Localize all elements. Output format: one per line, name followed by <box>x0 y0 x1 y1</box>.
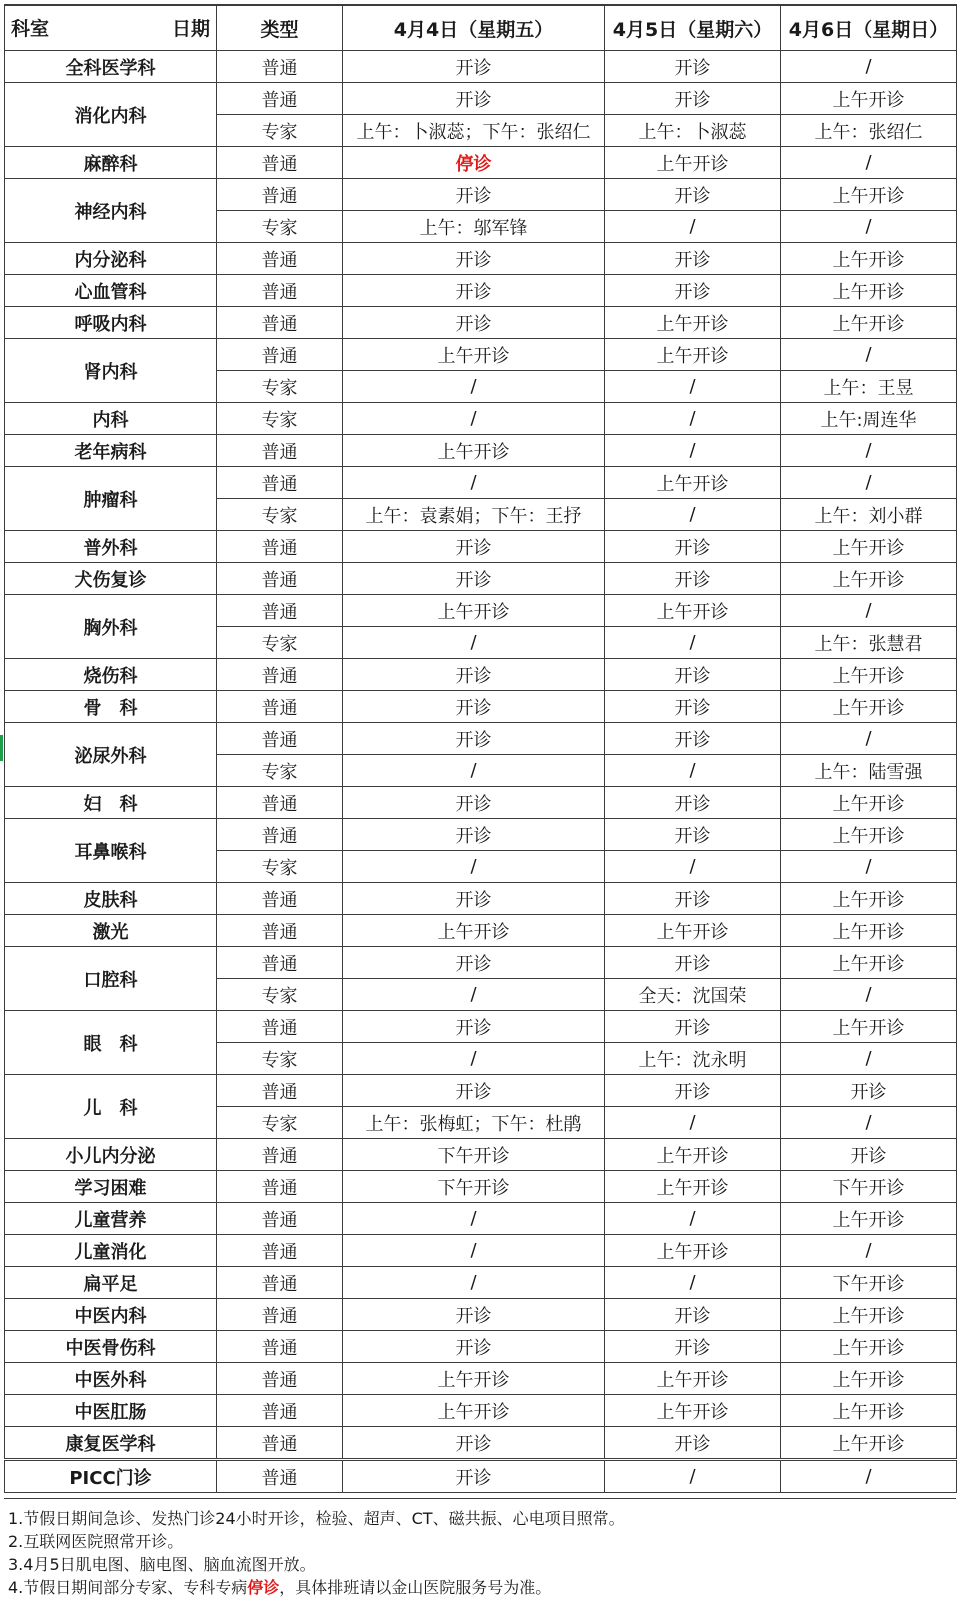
day2-header: 4月5日（星期六） <box>605 5 781 51</box>
day1-cell: 停诊 <box>343 147 605 179</box>
day1-cell: / <box>343 755 605 787</box>
dept-cell: 中医外科 <box>5 1363 217 1395</box>
type-cell: 专家 <box>217 211 343 243</box>
day3-cell: 上午：陆雪强 <box>781 755 957 787</box>
table-row <box>5 275 957 307</box>
day3-cell: / <box>781 1460 957 1493</box>
day1-cell: / <box>343 851 605 883</box>
day1-cell: 上午开诊 <box>343 339 605 371</box>
dept-cell: 儿童消化 <box>5 1235 217 1267</box>
type-cell: 普通 <box>217 435 343 467</box>
day3-cell: 上午开诊 <box>781 787 957 819</box>
type-cell: 普通 <box>217 883 343 915</box>
table-row <box>5 915 957 947</box>
day3-cell: 上午开诊 <box>781 83 957 115</box>
dept-cell: 康复医学科 <box>5 1427 217 1460</box>
table-row <box>5 1171 957 1203</box>
day3-cell: 上午开诊 <box>781 307 957 339</box>
day1-cell: / <box>343 979 605 1011</box>
day3-cell: 开诊 <box>781 1075 957 1107</box>
note-4-suffix: ，具体排班请以金山医院服务号为准。 <box>279 1578 552 1597</box>
day1-cell: 开诊 <box>343 1299 605 1331</box>
table-row <box>5 243 957 275</box>
dept-cell: 肾内科 <box>5 339 217 403</box>
dept-cell: 小儿内分泌 <box>5 1139 217 1171</box>
type-cell: 普通 <box>217 1235 343 1267</box>
dept-cell: 泌尿外科 <box>5 723 217 787</box>
type-cell: 普通 <box>217 51 343 83</box>
table-row <box>5 1139 957 1171</box>
table-row <box>5 659 957 691</box>
dept-cell: 呼吸内科 <box>5 307 217 339</box>
type-cell: 普通 <box>217 659 343 691</box>
type-cell: 普通 <box>217 1331 343 1363</box>
table-row <box>5 435 957 467</box>
type-cell: 普通 <box>217 915 343 947</box>
table-row <box>5 947 957 979</box>
day3-cell: / <box>781 435 957 467</box>
day1-cell: 开诊 <box>343 179 605 211</box>
type-cell: 普通 <box>217 819 343 851</box>
day2-cell: 开诊 <box>605 1011 781 1043</box>
day3-cell: 上午开诊 <box>781 179 957 211</box>
day2-cell: 上午开诊 <box>605 915 781 947</box>
type-cell: 普通 <box>217 275 343 307</box>
type-cell: 专家 <box>217 499 343 531</box>
day2-cell: 上午开诊 <box>605 1139 781 1171</box>
type-header: 类型 <box>217 5 343 51</box>
table-row <box>5 723 957 755</box>
day1-cell: 开诊 <box>343 723 605 755</box>
type-cell: 专家 <box>217 403 343 435</box>
day3-cell: / <box>781 147 957 179</box>
table-row <box>5 691 957 723</box>
day1-cell: 下午开诊 <box>343 1171 605 1203</box>
dept-cell: 中医内科 <box>5 1299 217 1331</box>
day2-cell: 上午开诊 <box>605 595 781 627</box>
dept-cell: 心血管科 <box>5 275 217 307</box>
dept-cell: 儿童营养 <box>5 1203 217 1235</box>
day1-cell: 上午开诊 <box>343 595 605 627</box>
day3-cell: / <box>781 851 957 883</box>
day1-cell: 上午：邬军锋 <box>343 211 605 243</box>
table-row <box>5 1235 957 1267</box>
day3-cell: 上午开诊 <box>781 531 957 563</box>
table-row <box>5 147 957 179</box>
day1-cell: / <box>343 467 605 499</box>
note-3: 3.4月5日肌电图、脑电图、脑血流图开放。 <box>8 1555 316 1574</box>
dept-cell: PICC门诊 <box>5 1460 217 1493</box>
type-cell: 普通 <box>217 1363 343 1395</box>
dept-cell: 胸外科 <box>5 595 217 659</box>
note-4-prefix: 4.节假日期间部分专家、专科专病 <box>8 1578 248 1597</box>
day1-cell: 开诊 <box>343 243 605 275</box>
day2-cell: 开诊 <box>605 275 781 307</box>
dept-cell: 皮肤科 <box>5 883 217 915</box>
day1-cell: 开诊 <box>343 1331 605 1363</box>
type-cell: 普通 <box>217 1395 343 1427</box>
day3-cell: 上午开诊 <box>781 563 957 595</box>
day1-cell: / <box>343 627 605 659</box>
table-row <box>5 563 957 595</box>
day3-cell: 上午:周连华 <box>781 403 957 435</box>
schedule-table <box>4 4 957 1493</box>
type-cell: 专家 <box>217 1043 343 1075</box>
date-header-label: 日期 <box>171 18 210 40</box>
dept-date-header-cell <box>5 5 217 51</box>
dept-cell: 学习困难 <box>5 1171 217 1203</box>
type-cell: 普通 <box>217 1299 343 1331</box>
day3-cell: 上午开诊 <box>781 691 957 723</box>
schedule-sheet <box>4 4 956 1493</box>
day1-cell: / <box>343 403 605 435</box>
day1-header: 4月4日（星期五） <box>343 5 605 51</box>
table-row <box>5 1203 957 1235</box>
note-1: 1.节假日期间急诊、发热门诊24小时开诊，检验、超声、CT、磁共振、心电项目照常。 <box>8 1509 625 1528</box>
day2-cell: 开诊 <box>605 531 781 563</box>
day3-cell: 上午开诊 <box>781 947 957 979</box>
day3-cell: 上午开诊 <box>781 659 957 691</box>
day3-cell: / <box>781 1107 957 1139</box>
table-row <box>5 339 957 371</box>
day1-cell: / <box>343 1235 605 1267</box>
day1-cell: 开诊 <box>343 883 605 915</box>
day3-cell: / <box>781 595 957 627</box>
day2-cell: 开诊 <box>605 179 781 211</box>
day2-cell: 开诊 <box>605 563 781 595</box>
green-edge-marker <box>0 735 3 761</box>
dept-cell: 麻醉科 <box>5 147 217 179</box>
day2-cell: 上午开诊 <box>605 147 781 179</box>
day1-cell: 开诊 <box>343 1427 605 1460</box>
day2-cell: 开诊 <box>605 723 781 755</box>
day3-cell: 下午开诊 <box>781 1267 957 1299</box>
day1-cell: 开诊 <box>343 787 605 819</box>
table-row <box>5 1395 957 1427</box>
table-row <box>5 595 957 627</box>
dept-cell: 中医骨伤科 <box>5 1331 217 1363</box>
day3-cell: 上午开诊 <box>781 1427 957 1460</box>
day1-cell: 上午：袁素娟；下午：王抒 <box>343 499 605 531</box>
dept-cell: 肿瘤科 <box>5 467 217 531</box>
schedule-body <box>5 51 957 1493</box>
day2-cell: / <box>605 1203 781 1235</box>
table-row <box>5 179 957 211</box>
day1-cell: / <box>343 1203 605 1235</box>
day3-cell: 上午开诊 <box>781 275 957 307</box>
type-cell: 普通 <box>217 307 343 339</box>
day1-cell: 开诊 <box>343 275 605 307</box>
day2-cell: 上午开诊 <box>605 1235 781 1267</box>
day2-cell: 上午开诊 <box>605 467 781 499</box>
table-row <box>5 1299 957 1331</box>
day2-cell: 开诊 <box>605 947 781 979</box>
dept-cell: 消化内科 <box>5 83 217 147</box>
day2-cell: 上午开诊 <box>605 1171 781 1203</box>
dept-cell: 内分泌科 <box>5 243 217 275</box>
table-row <box>5 1267 957 1299</box>
day1-cell: 开诊 <box>343 83 605 115</box>
type-cell: 普通 <box>217 243 343 275</box>
day2-cell: 开诊 <box>605 51 781 83</box>
type-cell: 专家 <box>217 371 343 403</box>
day3-cell: / <box>781 1235 957 1267</box>
day1-cell: 开诊 <box>343 51 605 83</box>
table-row <box>5 51 957 83</box>
day3-cell: 开诊 <box>781 1139 957 1171</box>
dept-cell: 犬伤复诊 <box>5 563 217 595</box>
day2-cell: 上午：沈永明 <box>605 1043 781 1075</box>
table-row <box>5 467 957 499</box>
dept-cell: 扁平足 <box>5 1267 217 1299</box>
type-cell: 普通 <box>217 1075 343 1107</box>
type-cell: 普通 <box>217 147 343 179</box>
day1-cell: 开诊 <box>343 659 605 691</box>
dept-cell: 烧伤科 <box>5 659 217 691</box>
day3-cell: / <box>781 211 957 243</box>
dept-cell: 老年病科 <box>5 435 217 467</box>
day3-cell: / <box>781 1043 957 1075</box>
day3-cell: 上午开诊 <box>781 1395 957 1427</box>
type-cell: 普通 <box>217 531 343 563</box>
day2-cell: 开诊 <box>605 691 781 723</box>
day1-cell: / <box>343 1267 605 1299</box>
dept-cell: 激光 <box>5 915 217 947</box>
day1-cell: 上午开诊 <box>343 1363 605 1395</box>
day2-cell: / <box>605 403 781 435</box>
day1-cell: 上午开诊 <box>343 1395 605 1427</box>
day2-cell: / <box>605 755 781 787</box>
table-row <box>5 787 957 819</box>
day3-cell: 上午：王昱 <box>781 371 957 403</box>
day1-cell: 上午开诊 <box>343 435 605 467</box>
day2-cell: 开诊 <box>605 1427 781 1460</box>
day3-cell: 上午开诊 <box>781 1331 957 1363</box>
day3-cell: 上午：张慧君 <box>781 627 957 659</box>
type-cell: 普通 <box>217 947 343 979</box>
day2-cell: 开诊 <box>605 659 781 691</box>
type-cell: 普通 <box>217 339 343 371</box>
type-cell: 普通 <box>217 1203 343 1235</box>
note-4-highlight: 停诊 <box>247 1578 280 1597</box>
day3-cell: 上午：刘小群 <box>781 499 957 531</box>
type-cell: 普通 <box>217 563 343 595</box>
day1-cell: 下午开诊 <box>343 1139 605 1171</box>
day1-cell: 开诊 <box>343 307 605 339</box>
day2-cell: 上午开诊 <box>605 339 781 371</box>
note-2: 2.互联网医院照常开诊。 <box>8 1532 184 1551</box>
table-row <box>5 531 957 563</box>
type-cell: 普通 <box>217 1427 343 1460</box>
type-cell: 专家 <box>217 979 343 1011</box>
day3-cell: / <box>781 467 957 499</box>
day2-cell: / <box>605 627 781 659</box>
type-cell: 普通 <box>217 83 343 115</box>
day2-cell: / <box>605 211 781 243</box>
type-cell: 普通 <box>217 1267 343 1299</box>
day3-cell: / <box>781 723 957 755</box>
day2-cell: 开诊 <box>605 1075 781 1107</box>
day2-cell: / <box>605 499 781 531</box>
dept-header-label: 科室 <box>11 18 50 40</box>
day2-cell: / <box>605 371 781 403</box>
day3-header: 4月6日（星期日） <box>781 5 957 51</box>
type-cell: 普通 <box>217 787 343 819</box>
type-cell: 普通 <box>217 1460 343 1493</box>
day2-cell: 开诊 <box>605 787 781 819</box>
day1-cell: 开诊 <box>343 1011 605 1043</box>
dept-cell: 口腔科 <box>5 947 217 1011</box>
day2-cell: / <box>605 435 781 467</box>
day3-cell: 上午开诊 <box>781 1299 957 1331</box>
day3-cell: 下午开诊 <box>781 1171 957 1203</box>
table-row <box>5 883 957 915</box>
day1-cell: 开诊 <box>343 1075 605 1107</box>
day2-cell: 开诊 <box>605 1331 781 1363</box>
dept-cell: 普外科 <box>5 531 217 563</box>
day2-cell: / <box>605 1107 781 1139</box>
day1-cell: 上午开诊 <box>343 915 605 947</box>
table-row <box>5 1460 957 1493</box>
table-row <box>5 1011 957 1043</box>
day3-cell: 上午开诊 <box>781 1203 957 1235</box>
day3-cell: 上午开诊 <box>781 883 957 915</box>
day2-cell: 开诊 <box>605 83 781 115</box>
table-row <box>5 83 957 115</box>
type-cell: 普通 <box>217 1139 343 1171</box>
day2-cell: 上午开诊 <box>605 307 781 339</box>
day2-cell: 开诊 <box>605 883 781 915</box>
dept-cell: 全科医学科 <box>5 51 217 83</box>
day1-cell: 开诊 <box>343 531 605 563</box>
day1-cell: 开诊 <box>343 691 605 723</box>
notes-section <box>4 1498 956 1618</box>
type-cell: 普通 <box>217 467 343 499</box>
day2-cell: 全天：沈国荣 <box>605 979 781 1011</box>
day3-cell: 上午开诊 <box>781 1011 957 1043</box>
type-cell: 专家 <box>217 627 343 659</box>
day3-cell: 上午开诊 <box>781 1363 957 1395</box>
type-cell: 专家 <box>217 755 343 787</box>
day3-cell: / <box>781 339 957 371</box>
day2-cell: 开诊 <box>605 243 781 275</box>
dept-cell: 耳鼻喉科 <box>5 819 217 883</box>
day1-cell: 开诊 <box>343 1460 605 1493</box>
table-row <box>5 403 957 435</box>
day3-cell: 上午开诊 <box>781 915 957 947</box>
day3-cell: 上午开诊 <box>781 819 957 851</box>
type-cell: 普通 <box>217 1011 343 1043</box>
day1-cell: 开诊 <box>343 947 605 979</box>
day2-cell: 上午：卜淑蕊 <box>605 115 781 147</box>
day1-cell: 上午：卜淑蕊；下午：张绍仁 <box>343 115 605 147</box>
type-cell: 普通 <box>217 691 343 723</box>
day2-cell: / <box>605 1460 781 1493</box>
type-cell: 专家 <box>217 115 343 147</box>
day1-cell: 开诊 <box>343 563 605 595</box>
day1-cell: 开诊 <box>343 819 605 851</box>
day2-cell: / <box>605 1267 781 1299</box>
type-cell: 普通 <box>217 179 343 211</box>
day1-cell: / <box>343 371 605 403</box>
dept-cell: 神经内科 <box>5 179 217 243</box>
day3-cell: 上午：张绍仁 <box>781 115 957 147</box>
day1-cell: 上午：张梅虹；下午：杜鹃 <box>343 1107 605 1139</box>
dept-cell: 儿 科 <box>5 1075 217 1139</box>
type-cell: 普通 <box>217 723 343 755</box>
dept-cell: 妇 科 <box>5 787 217 819</box>
type-cell: 普通 <box>217 595 343 627</box>
table-header-row <box>5 5 957 51</box>
table-row <box>5 1363 957 1395</box>
dept-cell: 眼 科 <box>5 1011 217 1075</box>
dept-cell: 内科 <box>5 403 217 435</box>
table-row <box>5 1331 957 1363</box>
day3-cell: 上午开诊 <box>781 243 957 275</box>
note-4 <box>4 1576 956 1599</box>
day2-cell: 上午开诊 <box>605 1395 781 1427</box>
table-row <box>5 1427 957 1460</box>
day1-cell: / <box>343 1043 605 1075</box>
dept-cell: 骨 科 <box>5 691 217 723</box>
day3-cell: / <box>781 51 957 83</box>
day2-cell: 开诊 <box>605 1299 781 1331</box>
dept-cell: 中医肛肠 <box>5 1395 217 1427</box>
day3-cell: / <box>781 979 957 1011</box>
day2-cell: 上午开诊 <box>605 1363 781 1395</box>
day2-cell: 开诊 <box>605 819 781 851</box>
type-cell: 普通 <box>217 1171 343 1203</box>
table-row <box>5 307 957 339</box>
table-row <box>5 819 957 851</box>
type-cell: 专家 <box>217 1107 343 1139</box>
day2-cell: / <box>605 851 781 883</box>
table-row <box>5 1075 957 1107</box>
type-cell: 专家 <box>217 851 343 883</box>
